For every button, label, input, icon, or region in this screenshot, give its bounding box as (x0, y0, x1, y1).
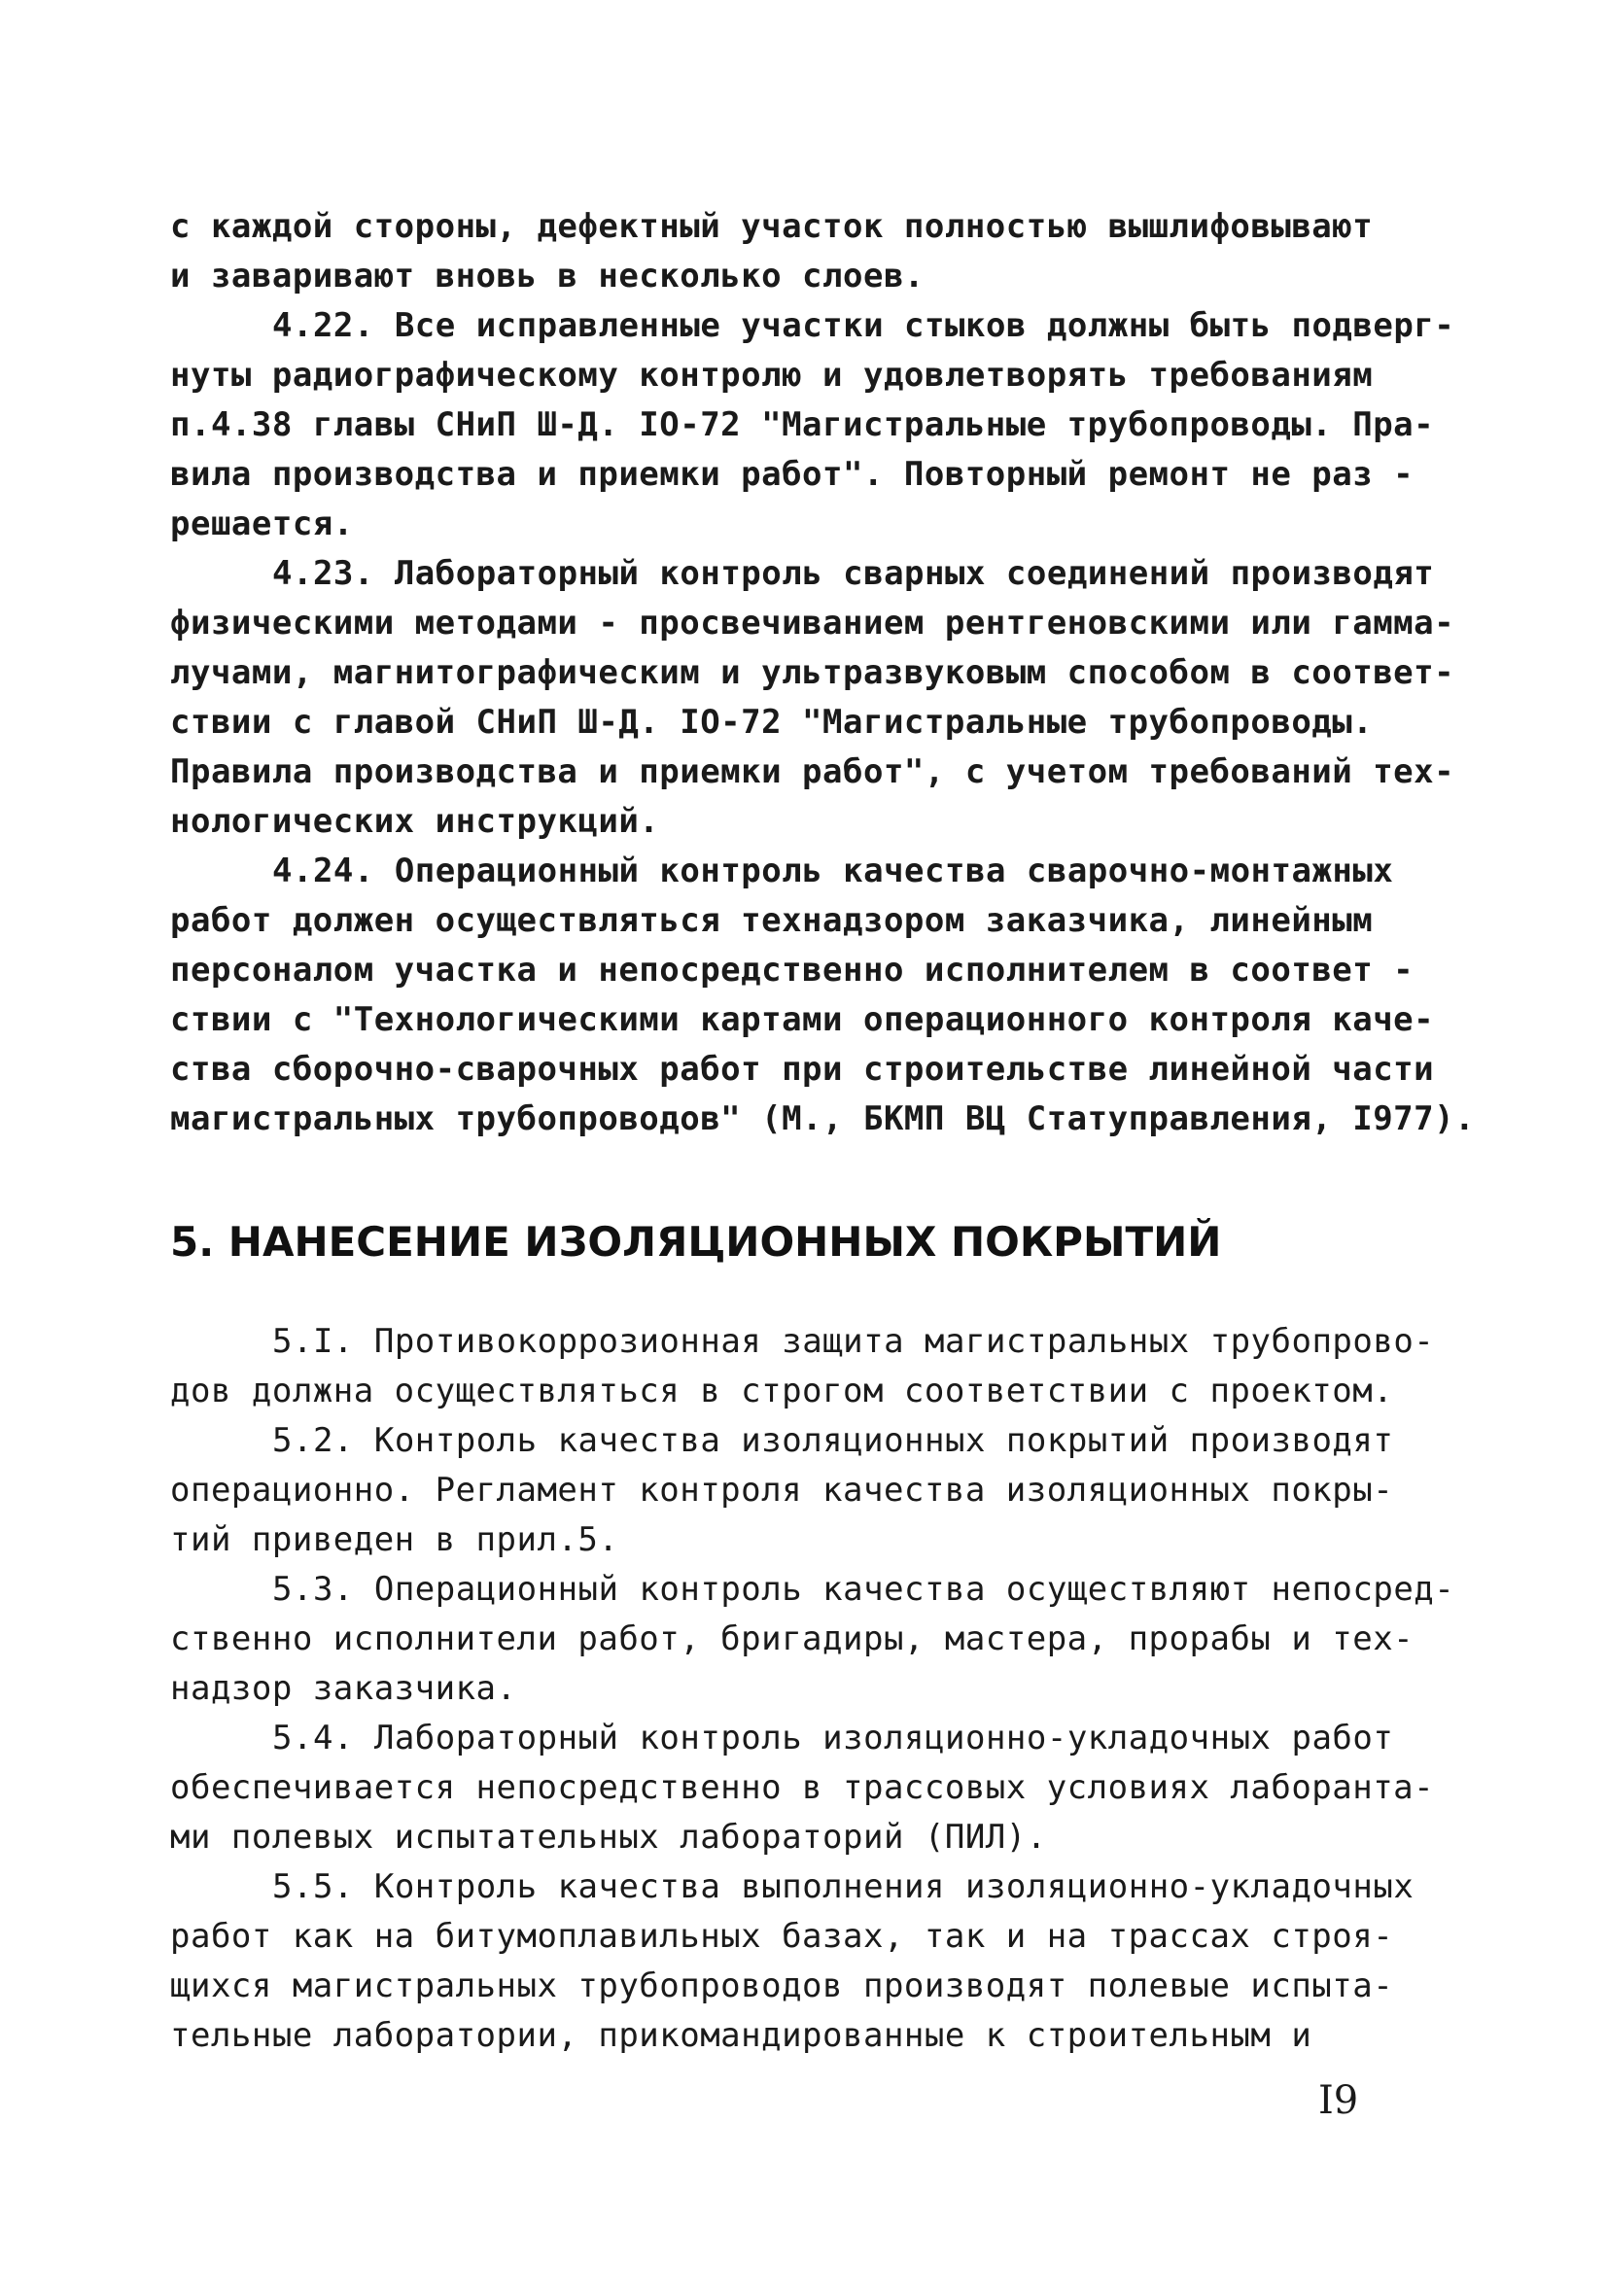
text-line: п.4.38 главы СНиП Ш-Д. IO-72 "Магистральные трубопроводы. Пра- (170, 405, 1435, 444)
text-line: нуты радиографическому контролю и удовлетворять требованиям (170, 356, 1374, 395)
text-line: тельные лаборатории, прикомандированные к строительным и (170, 2016, 1312, 2055)
text-line: вила производства и приемки работ". Повторный ремонт не раз - (170, 455, 1415, 494)
text-line: операционно. Регламент контроля качества изоляционных покры- (170, 1471, 1394, 1510)
text-line: щихся магистральных трубопроводов производят полевые испыта- (170, 1966, 1394, 2005)
text-line: ства сборочно-сварочных работ при строительстве линейной части (170, 1050, 1435, 1089)
text-line: ми полевых испытательных лабораторий (ПИЛ). (170, 1818, 1047, 1857)
text-line: персоналом участка и непосредственно исполнителем в соответ - (170, 951, 1415, 990)
text-line: обеспечивается непосредственно в трассовых условиях лаборанта- (170, 1768, 1435, 1807)
paragraph-5-1-start: 5.I. Противокоррозионная защита магистральных трубопрово- (272, 1322, 1435, 1361)
page-number: I9 (1318, 2078, 1359, 2123)
text-line: решается. (170, 504, 354, 543)
text-line: надзор заказчика. (170, 1669, 517, 1708)
text-line: дов должна осуществляться в строгом соответствии с проектом. (170, 1372, 1394, 1410)
text-line: лучами, магнитографическим и ультразвуковым способом в соответ- (170, 653, 1455, 692)
text-line: тий приведен в прил.5. (170, 1520, 619, 1559)
text-line: работ должен осуществляться технадзором заказчика, линейным (170, 901, 1374, 940)
text-block-section-4 (170, 202, 1476, 1144)
text-line: с каждой стороны, дефектный участок полностью вышлифовывают (170, 207, 1374, 246)
paragraph-5-3-start: 5.3. Операционный контроль качества осуществляют непосред- (272, 1570, 1455, 1609)
text-line: ствии с главой СНиП Ш-Д. IO-72 "Магистральные трубопроводы. (170, 703, 1374, 742)
text-line: ствии с "Технологическими картами операционного контроля каче- (170, 1000, 1435, 1039)
paragraph-4-24-start: 4.24. Операционный контроль качества сварочно-монтажных (272, 852, 1394, 890)
text-line: Правила производства и приемки работ", с учетом требований тех- (170, 752, 1455, 791)
text-line: ственно исполнители работ, бригадиры, мастера, прорабы и тех- (170, 1619, 1415, 1658)
paragraph-4-22-start: 4.22. Все исправленные участки стыков должны быть подверг- (272, 306, 1455, 345)
paragraph-5-4-start: 5.4. Лабораторный контроль изоляционно-укладочных работ (272, 1719, 1394, 1757)
paragraph-5-2-start: 5.2. Контроль качества изоляционных покрытий производят (272, 1421, 1394, 1460)
section-heading: 5. НАНЕСЕНИЕ ИЗОЛЯЦИОННЫХ ПОКРЫТИЙ (170, 1218, 1222, 1266)
text-line: физическими методами - просвечиванием рентгеновскими или гамма- (170, 604, 1455, 643)
text-block-section-5 (170, 1317, 1453, 2061)
text-line: работ как на битумоплавильных базах, так и на трассах строя- (170, 1917, 1394, 1956)
text-line: магистральных трубопроводов" (М., БКМП ВЦ Статуправления, I977). (170, 1099, 1476, 1138)
text-line: нологических инструкций. (170, 802, 660, 841)
paragraph-5-5-start: 5.5. Контроль качества выполнения изоляционно-укладочных (272, 1867, 1415, 1906)
paragraph-4-23-start: 4.23. Лабораторный контроль сварных соединений производят (272, 554, 1435, 593)
text-line: и заваривают вновь в несколько слоев. (170, 257, 925, 296)
